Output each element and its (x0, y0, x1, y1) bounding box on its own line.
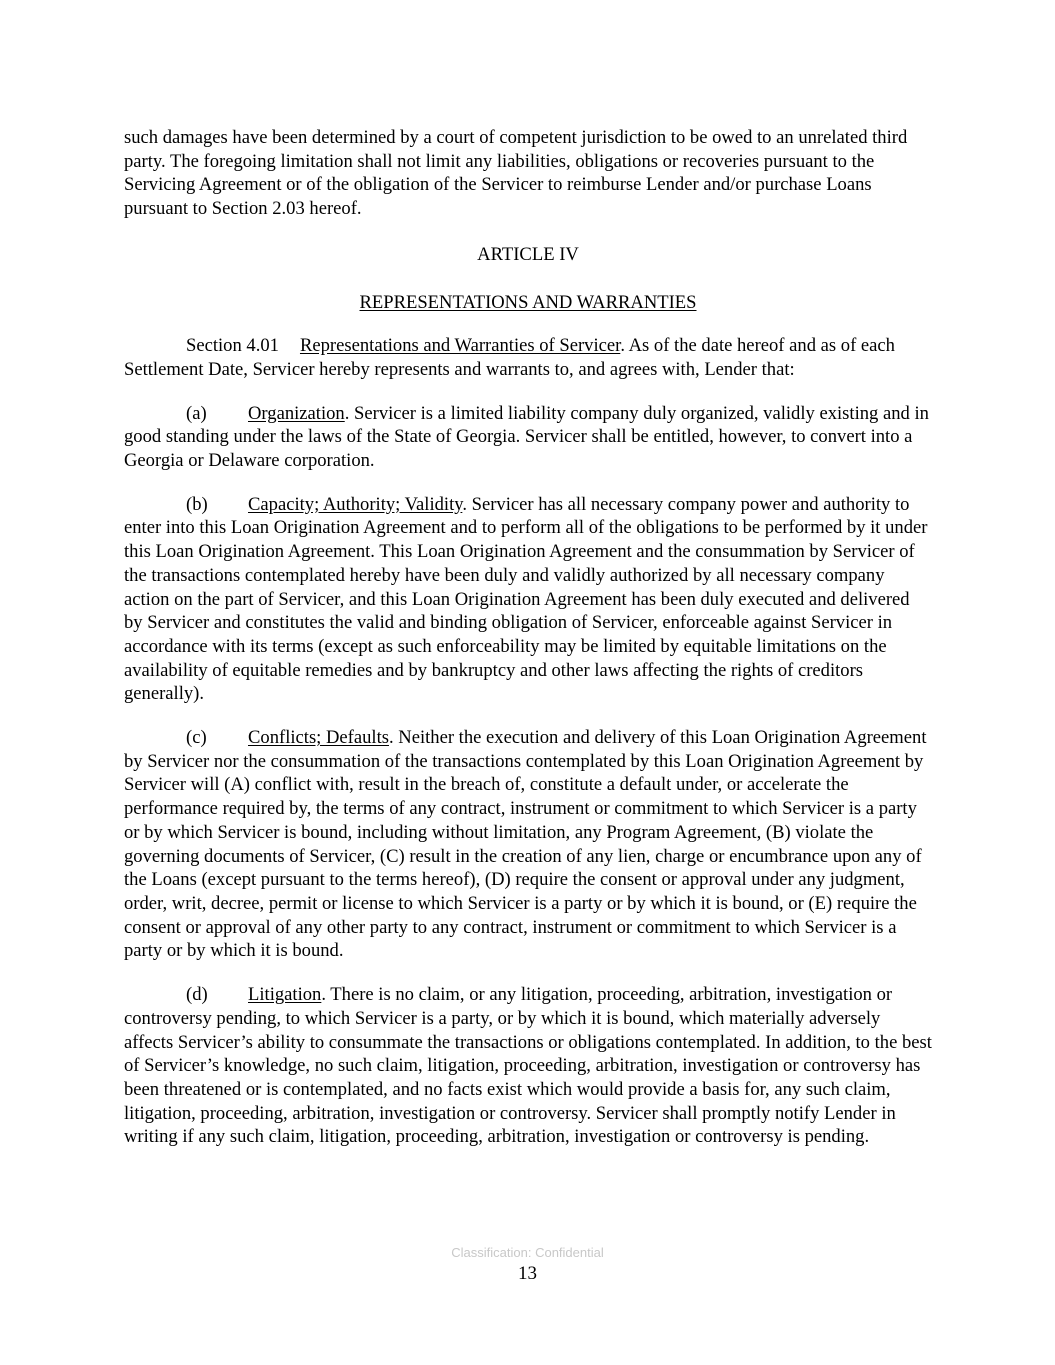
clause-label: (c) (186, 727, 207, 749)
clause-b-paragraph (124, 493, 932, 706)
clause-label: (d) (186, 984, 208, 1006)
article-number: ARTICLE IV (477, 243, 579, 265)
article-title-text: REPRESENTATIONS AND WARRANTIES (359, 291, 697, 313)
clause-a-paragraph (124, 402, 932, 473)
article-title (124, 291, 932, 315)
clause-c-paragraph (124, 726, 932, 963)
intro-paragraph (124, 126, 932, 221)
section-number: Section 4.01 (186, 335, 279, 357)
clause-label: (a) (186, 402, 207, 424)
document-page (124, 126, 932, 1169)
clause-heading: Conflicts; Defaults (248, 727, 389, 749)
clause-text: . There is no claim, or any litigation, proceeding, arbitration, investigation or controversy pending, to which Servicer is a party, or by which it is bound, which materially adversely affects Servicer’s ability to consummate the transactions or obligations contemplated. In addition, to the best of Servicer’s knowledge, no such claim, litigation, proceeding, arbitration, investigation or controversy has been threatened or is contemplated, and no facts exist which would provide a basis for, any such claim, litigation, proceeding, arbitration, investigation or controversy. Servicer shall promptly notify Lender in writing if any such claim, litigation, proceeding, arbitration, investigation or controversy is pending. (124, 984, 932, 1148)
section-text: . As of the date hereof and as of each Settlement Date, Servicer hereby represents and warrants to, and agrees with, Lender that: (124, 335, 895, 380)
clause-d-paragraph (124, 983, 932, 1149)
classification-label: Classification: Confidential (451, 1245, 604, 1260)
clause-text: . Servicer has all necessary company power and authority to enter into this Loan Origination Agreement and to perform all of the obligations to be performed by it under this Loan Origination Agreement. This Loan Origination Agreement and the consummation by Servicer of the transactions contemplated hereby have been duly and validly authorized by all necessary company action on the part of Servicer, and this Loan Origination Agreement has been duly executed and delivered by Servicer and constitutes the valid and binding obligation of Servicer, enforceable against Servicer in accordance with its terms (except as such enforceability may be limited by equitable limitations on the availability of equitable remedies and by bankruptcy and other laws affecting the rights of creditors generally). (124, 493, 928, 705)
clause-text: . Servicer is a limited liability company duly organized, validly existing and in good standing under the laws of the State of Georgia. Servicer shall be entitled, however, to convert into a Georgia or Delaware corporation. (124, 402, 929, 472)
clause-text: . Neither the execution and delivery of this Loan Origination Agreement by Servicer nor the consummation of the transactions contemplated by this Loan Origination Agreement by Servicer will (A) conflict with, result in the breach of, constitute a default under, or accelerate the performance required by, the terms of any contract, instrument or commitment to which Servicer is a party or by which Servicer is bound, including without limitation, any Program Agreement, (B) violate the governing documents of Servicer, (C) result in the creation of any lien, charge or encumbrance upon any of the Loans (except pursuant to the terms hereof), (D) require the consent or approval under any judgment, order, writ, decree, permit or license to which Servicer is a party or by which it is bound, or (E) require the consent or approval of any other party to any contract, instrument or commitment to which Servicer is a party or by which it is bound. (124, 727, 927, 962)
clause-heading: Capacity; Authority; Validity (248, 493, 463, 515)
intro-text: such damages have been determined by a court of competent jurisdiction to be owed to an unrelated third party. The foregoing limitation shall not limit any liabilities, obligations or recoveries pursuant to the Servicing Agreement or of the obligation of the Servicer to reimburse Lender and/or purchase Loans pursuant to Section 2.03 hereof. (124, 127, 908, 220)
clause-label: (b) (186, 493, 208, 515)
section-4-01-paragraph (124, 334, 932, 381)
page-number: 13 (518, 1263, 537, 1284)
clause-heading: Litigation (248, 984, 322, 1006)
section-heading: Representations and Warranties of Servicer (299, 335, 621, 357)
clause-heading: Organization (248, 402, 345, 424)
